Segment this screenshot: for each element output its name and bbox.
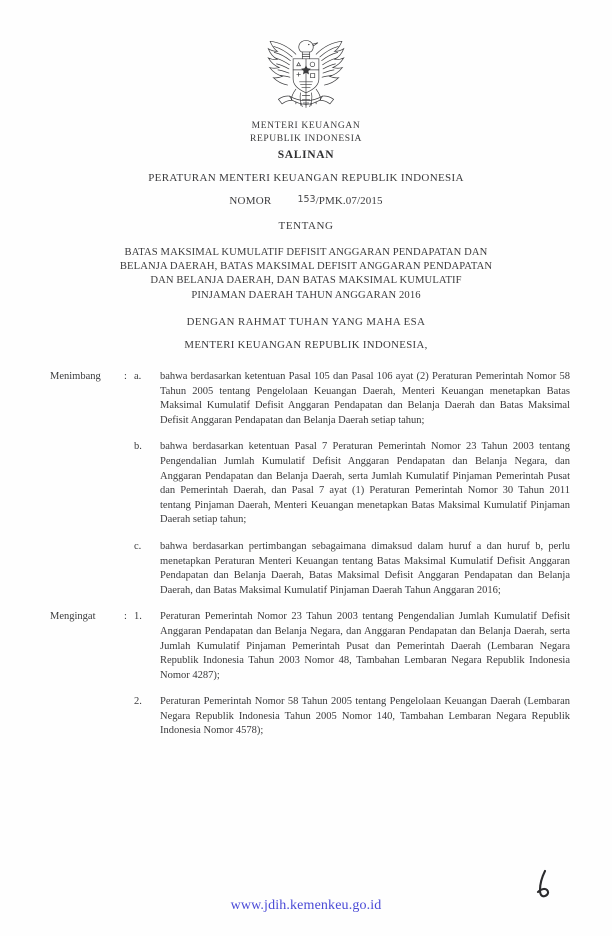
masthead-line-1: MENTERI KEUANGAN bbox=[251, 121, 361, 131]
clause-marker: 1. bbox=[134, 611, 142, 623]
regulation-heading: PERATURAN MENTERI KEUANGAN REPUBLIK INDONESIA bbox=[148, 172, 464, 184]
clause-text: bahwa berdasarkan ketentuan Pasal 105 dan Pasal 106 ayat (2) Peraturan Pemerintah Nomor 58 Tahun 2005 tentang Pengelolaan Keuangan Daerah, Menteri Keuangan menetapkan Batas Maksimal Kumulatif Defisit Anggaran Pendapatan dan Belanja Daerah dan Batas Maksimal Defisit Anggaran Pendapatan dan Belanja Daerah setiap tahun; bbox=[160, 371, 570, 426]
menimbang-colon: : bbox=[124, 371, 127, 382]
clause-text: bahwa berdasarkan ketentuan Pasal 7 Peraturan Pemerintah Nomor 23 Tahun 2003 tentang Pengendalian Jumlah Kumulatif Defisit Anggaran Pendapatan dan Belanja Negara, dan Anggaran Pendapatan dan Belanja Daerah, serta Jumlah Kumulatif Pinjaman Pemerintah Pusat dan Pemerintah Daerah, dan Pasal 7 ayat (1) Peraturan Pemerintah Nomor 30 Tahun 2011 tentang Pinjaman Daerah, Menteri Keuangan menetapkan Batas Maksimal Kumulatif Pinjaman Daerah setiap tahun; bbox=[160, 441, 570, 526]
clause-marker: c. bbox=[134, 540, 142, 552]
nomor-line bbox=[0, 195, 612, 207]
document-title bbox=[56, 246, 556, 303]
nomor-suffix: /PMK.07/2015 bbox=[315, 195, 383, 207]
clause-row bbox=[0, 370, 612, 428]
clause-marker: a. bbox=[134, 371, 142, 382]
clause-text: Peraturan Pemerintah Nomor 58 Tahun 2005 tentang Pengelolaan Keuangan Daerah (Lembaran Negara Republik Indonesia Tahun 2005 Nomor 140, Tambahan Lembaran Negara Republik Indonesia Nomor 4578); bbox=[160, 696, 570, 737]
tentang-label: TENTANG bbox=[278, 220, 334, 232]
masthead-line-2: REPUBLIK INDONESIA bbox=[249, 134, 363, 144]
title-line: BATAS MAKSIMAL KUMULATIF DEFISIT ANGGARAN PENDAPATAN DAN bbox=[124, 247, 488, 258]
section-menimbang bbox=[0, 370, 612, 598]
title-line: DAN BELANJA DAERAH, DAN BATAS MAKSIMAL KUMULATIF bbox=[150, 275, 462, 287]
nomor-label: NOMOR bbox=[229, 195, 272, 207]
clause-text: bahwa berdasarkan pertimbangan sebagaimana dimaksud dalam huruf a dan huruf b, perlu menetapkan Peraturan Menteri Keuangan tentang Batas Maksimal Kumulatif Defisit Anggaran Pendapatan dan Belanja Daerah, Batas Maksimal Defisit Anggaran Pendapatan dan Belanja Daerah, dan Batas Maksimal Kumulatif Pinjaman Daerah Tahun Anggaran 2016; bbox=[160, 540, 570, 596]
footer-url[interactable]: www.jdih.kemenkeu.go.id bbox=[230, 898, 382, 913]
section-mengingat bbox=[0, 610, 612, 739]
garuda-pancasila-emblem bbox=[260, 30, 352, 118]
mengingat-colon: : bbox=[124, 611, 127, 623]
blessing-line: DENGAN RAHMAT TUHAN YANG MAHA ESA bbox=[186, 316, 426, 328]
handwritten-initial-mark bbox=[532, 868, 554, 900]
clauses-container bbox=[0, 370, 612, 751]
clause-marker: 2. bbox=[134, 696, 142, 708]
salinan-label: SALINAN bbox=[277, 149, 335, 161]
title-line: PINJAMAN DAERAH TAHUN ANGGARAN 2016 bbox=[191, 289, 421, 301]
minister-line: MENTERI KEUANGAN REPUBLIK INDONESIA, bbox=[184, 339, 428, 351]
clause-row bbox=[0, 695, 612, 739]
emblem-container bbox=[0, 30, 612, 118]
clause-text: Peraturan Pemerintah Nomor 23 Tahun 2003 tentang Pengendalian Jumlah Kumulatif Defisit Anggaran Pendapatan dan Belanja Negara, dan Anggaran Pendapatan dan Belanja Daerah, serta Jumlah Kumulatif Pinjaman Pemerintah Pusat dan Pemerintah Daerah (Lembaran Negara Republik Indonesia Tahun 2003 Nomor 48, Tambahan Lembaran Negara Republik Indonesia Nomor 4287); bbox=[160, 611, 570, 681]
mengingat-label: Mengingat bbox=[50, 611, 96, 623]
clause-row bbox=[0, 610, 612, 683]
clause-row bbox=[0, 540, 612, 598]
nomor-number: 153 bbox=[297, 193, 316, 205]
clause-marker: b. bbox=[134, 441, 142, 453]
menimbang-label: Menimbang bbox=[50, 371, 101, 382]
title-line: BELANJA DAERAH, BATAS MAKSIMAL DEFISIT ANGGARAN PENDAPATAN bbox=[119, 261, 493, 273]
clause-row bbox=[0, 440, 612, 528]
masthead bbox=[0, 120, 612, 146]
